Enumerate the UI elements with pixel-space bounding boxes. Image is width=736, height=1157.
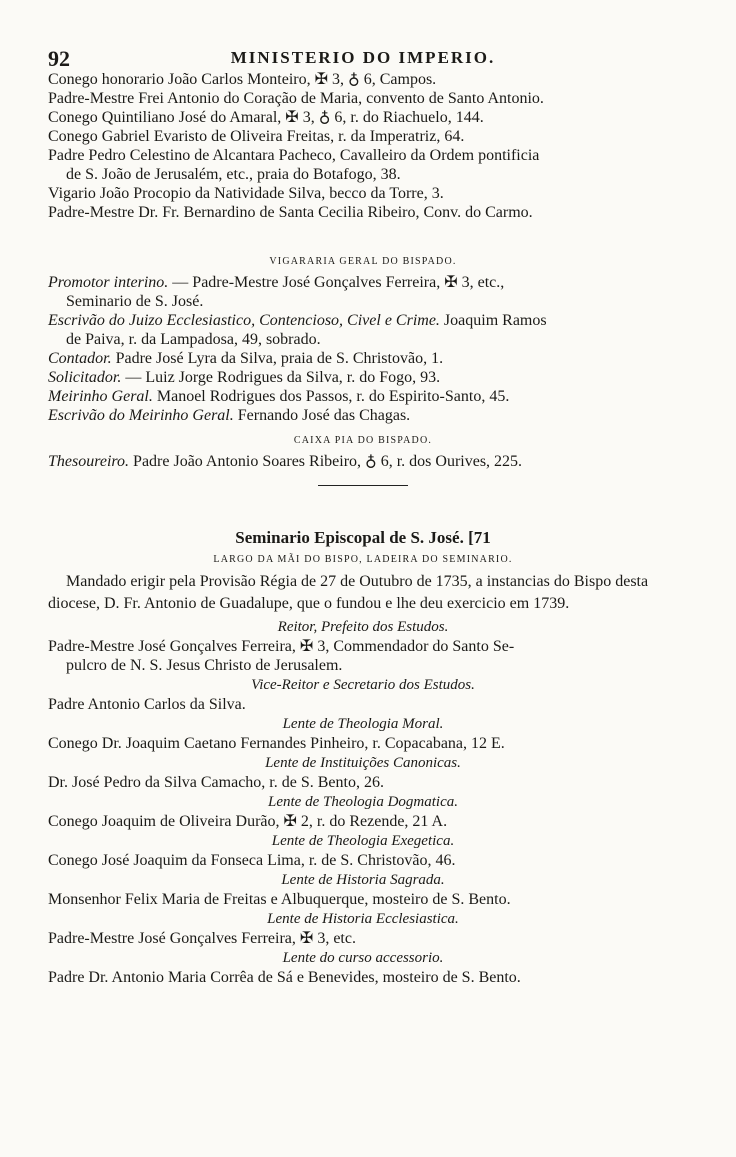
clergy-list bbox=[48, 70, 678, 222]
role-heading: Vice-Reitor e Secretario dos Estudos. bbox=[251, 677, 475, 693]
staff-line: Padre Dr. Antonio Maria Corrêa de Sá e Benevides, mosteiro de S. Bento. bbox=[48, 969, 521, 986]
staff-line: Conego José Joaquim da Fonseca Lima, r. de S. Christovão, 46. bbox=[48, 852, 456, 869]
entry-label: Solicitador. bbox=[48, 369, 122, 386]
entry-text: de Paiva, r. da Lampadosa, 49, sobrado. bbox=[66, 331, 321, 348]
role-heading: Lente de Theologia Dogmatica. bbox=[268, 794, 458, 810]
list-item bbox=[48, 292, 678, 311]
entry-label: Contador. bbox=[48, 350, 112, 367]
vigararia-section bbox=[48, 250, 678, 496]
list-item: Vigario João Procopio da Natividade Silva, becco da Torre, 3. bbox=[48, 185, 444, 202]
role-heading: Lente de Instituições Canonicas. bbox=[265, 755, 461, 771]
staff-line: Padre-Mestre José Gonçalves Ferreira, ✠ 3, Commendador do Santo Se- bbox=[48, 638, 515, 655]
entry-text: Padre João Antonio Soares Ribeiro, ♁ 6, r. dos Ourives, 225. bbox=[129, 453, 523, 470]
page-header bbox=[48, 46, 678, 71]
staff-line: Monsenhor Felix Maria de Freitas e Albuquerque, mosteiro de S. Bento. bbox=[48, 891, 511, 908]
divider bbox=[318, 485, 408, 486]
list-item bbox=[48, 311, 678, 330]
entry-text: Padre José Lyra da Silva, praia de S. Christovão, 1. bbox=[111, 350, 444, 367]
list-item: Conego Gabriel Evaristo de Oliveira Freitas, r. da Imperatriz, 64. bbox=[48, 128, 465, 145]
entry-label: Escrivão do Meirinho Geral. bbox=[48, 407, 234, 424]
staff-line: Dr. José Pedro da Silva Camacho, r. de S. Bento, 26. bbox=[48, 774, 384, 791]
staff-line: Conego Joaquim de Oliveira Durão, ✠ 2, r. do Rezende, 21 A. bbox=[48, 813, 448, 830]
role-heading: Lente de Theologia Moral. bbox=[282, 716, 444, 732]
list-item bbox=[48, 452, 678, 471]
entry-text: Fernando José das Chagas. bbox=[233, 407, 411, 424]
role-heading: Lente de Historia Sagrada. bbox=[281, 872, 445, 888]
entry-text: — Luiz Jorge Rodrigues da Silva, r. do Fogo, 93. bbox=[121, 369, 441, 386]
list-item: Padre Pedro Celestino de Alcantara Pacheco, Cavalleiro da Ordem pontificia bbox=[48, 147, 540, 164]
list-item: Padre-Mestre Dr. Fr. Bernardino de Santa Cecilia Ribeiro, Conv. do Carmo. bbox=[48, 204, 533, 221]
entry-label: Escrivão do Juizo Ecclesiastico, Contencioso, Civel e Crime. bbox=[48, 312, 440, 329]
list-item: Padre-Mestre Frei Antonio do Coração de Maria, convento de Santo Antonio. bbox=[48, 90, 544, 107]
list-item: Conego honorario João Carlos Monteiro, ✠ 3, ♁ 6, Campos. bbox=[48, 71, 437, 88]
seminario-section bbox=[48, 520, 678, 987]
seminario-paragraph: Mandado erigir pela Provisão Régia de 27 de Outubro de 1735, a instancias do Bispo desta diocese, D. Fr. Antonio de Guadalupe, que o fundou e lhe deu exercicio em 1739. bbox=[48, 573, 649, 612]
running-title: MINISTERIO DO IMPERIO. bbox=[230, 48, 496, 67]
entry-label: Thesoureiro. bbox=[48, 453, 130, 470]
list-item bbox=[48, 387, 678, 406]
role-heading: Lente do curso accessorio. bbox=[282, 950, 444, 966]
list-item bbox=[48, 406, 678, 425]
section-heading: CAIXA PIA DO BISPADO. bbox=[293, 435, 433, 446]
section-heading: VIGARARIA GERAL DO BISPADO. bbox=[269, 256, 457, 267]
staff-line: Padre Antonio Carlos da Silva. bbox=[48, 696, 246, 713]
entry-text: Manoel Rodrigues dos Passos, r. do Espirito-Santo, 45. bbox=[152, 388, 510, 405]
page-number: 92 bbox=[48, 46, 70, 71]
entry-label: Meirinho Geral. bbox=[48, 388, 153, 405]
role-heading: Lente de Historia Ecclesiastica. bbox=[267, 911, 459, 927]
list-item bbox=[48, 368, 678, 387]
list-item: Conego Quintiliano José do Amaral, ✠ 3, ♁ 6, r. do Riachuelo, 144. bbox=[48, 109, 484, 126]
entry-text: — Padre-Mestre José Gonçalves Ferreira, ✠ 3, etc., bbox=[168, 274, 505, 291]
entry-text: Seminario de S. José. bbox=[66, 293, 204, 310]
entry-label: Promotor interino. bbox=[48, 274, 169, 291]
staff-line: Conego Dr. Joaquim Caetano Fernandes Pinheiro, r. Copacabana, 12 E. bbox=[48, 735, 505, 752]
seminario-staff bbox=[48, 617, 678, 987]
list-item bbox=[48, 349, 678, 368]
staff-line: pulcro de N. S. Jesus Christo de Jerusalem. bbox=[66, 657, 343, 674]
list-item: de S. João de Jerusalém, etc., praia do Botafogo, 38. bbox=[66, 166, 401, 183]
entry-text: Joaquim Ramos bbox=[439, 312, 547, 329]
role-heading: Lente de Theologia Exegetica. bbox=[271, 833, 455, 849]
list-item bbox=[48, 273, 678, 292]
seminario-address: LARGO DA MÃI DO BISPO, LADEIRA DO SEMINARIO. bbox=[213, 554, 513, 565]
role-heading: Reitor, Prefeito dos Estudos. bbox=[277, 619, 449, 635]
list-item bbox=[48, 330, 678, 349]
staff-line: Padre-Mestre José Gonçalves Ferreira, ✠ 3, etc. bbox=[48, 930, 356, 947]
seminario-title: Seminario Episcopal de S. José. [71 bbox=[235, 528, 491, 547]
